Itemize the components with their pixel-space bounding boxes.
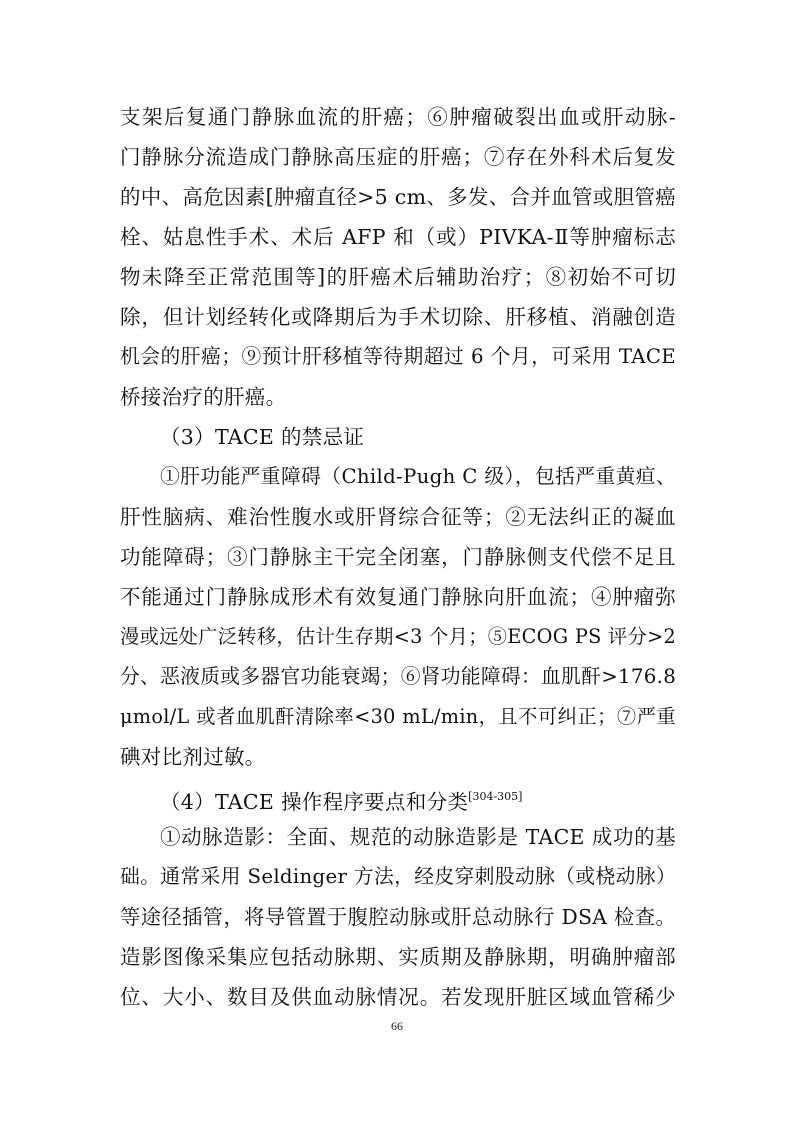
- text-line: 门静脉分流造成门静脉高压症的肝癌；⑦存在外科术后复发: [120, 145, 676, 169]
- text-line: 不能通过门静脉成形术有效复通门静脉向肝血流；④肿瘤弥: [120, 585, 676, 609]
- text-line: 物未降至正常范围等]的肝癌术后辅助治疗；⑧初始不可切: [120, 265, 676, 289]
- section-heading-procedure: [160, 782, 676, 812]
- text-line: 碘对比剂过敏。: [120, 745, 266, 769]
- text-line: 造影图像采集应包括动脉期、实质期及静脉期，明确肿瘤部: [120, 945, 676, 969]
- text-line: ①动脉造影：全面、规范的动脉造影是 TACE 成功的基: [160, 825, 676, 849]
- text-line: ①肝功能严重障碍（Child-Pugh C 级），包括严重黄疸、: [160, 465, 676, 488]
- text-line: 桥接治疗的肝癌。: [120, 385, 287, 409]
- text-line: 漫或远处广泛转移，估计生存期<3 个月；⑤ECOG PS 评分>2: [120, 625, 677, 648]
- text-line: 等途径插管，将导管置于腹腔动脉或肝总动脉行 DSA 检查。: [120, 905, 676, 929]
- text-line: 机会的肝癌；⑨预计肝移植等待期超过 6 个月，可采用 TACE: [120, 345, 676, 368]
- text-line: 的中、高危因素[肿瘤直径>5 cm、多发、合并血管或胆管癌: [120, 185, 676, 209]
- text-line: 础。通常采用 Seldinger 方法，经皮穿刺股动脉（或桡动脉）: [120, 865, 676, 888]
- section-heading-contraindications: （3）TACE 的禁忌证: [160, 425, 365, 449]
- text-line: 肝性脑病、难治性腹水或肝肾综合征等；②无法纠正的凝血: [120, 505, 676, 529]
- text-line: μmol/L 或者血肌酐清除率<30 mL/min，且不可纠正；⑦严重: [120, 705, 676, 728]
- text-line: 除，但计划经转化或降期后为手术切除、肝移植、消融创造: [120, 305, 676, 329]
- page-number: 66: [391, 1019, 403, 1033]
- text-line: 分、恶液质或多器官功能衰竭；⑥肾功能障碍：血肌酐>176.8: [120, 665, 677, 688]
- text-line: 位、大小、数目及供血动脉情况。若发现肝脏区域血管稀少: [120, 985, 676, 1009]
- text-line: 栓、姑息性手术、术后 AFP 和（或）PIVKA-Ⅱ等肿瘤标志: [120, 225, 676, 249]
- text-line: 支架后复通门静脉血流的肝癌；⑥肿瘤破裂出血或肝动脉-: [120, 105, 676, 129]
- citation-superscript: [304-305]: [468, 790, 523, 803]
- section-heading-text: （4）TACE 操作程序要点和分类: [160, 790, 469, 814]
- text-line: 功能障碍；③门静脉主干完全闭塞，门静脉侧支代偿不足且: [120, 545, 676, 569]
